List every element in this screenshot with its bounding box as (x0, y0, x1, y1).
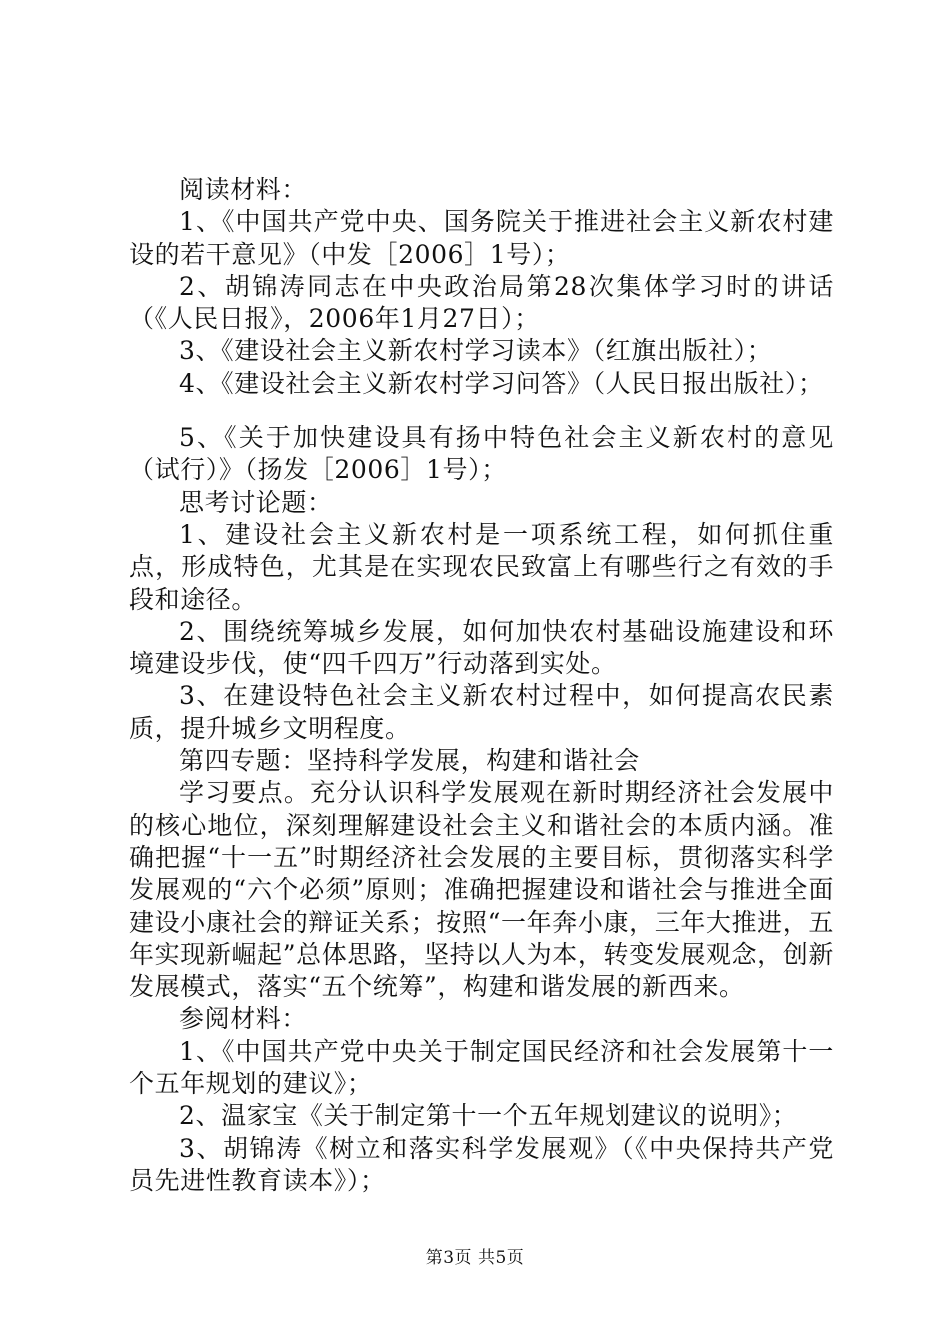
discussion-item-1: 1、建设社会主义新农村是一项系统工程，如何抓住重点，形成特色，尤其是在实现农民致富上有哪些行之有效的手段和途径。 (129, 519, 834, 614)
reference-item-1: 1、《中国共产党中央关于制定国民经济和社会发展第十一个五年规划的建议》； (129, 1036, 834, 1099)
document-body (129, 174, 834, 1197)
discussion-heading: 思考讨论题： (179, 487, 333, 517)
reading-item-3: 3、《建设社会主义新农村学习读本》（红旗出版社）； (179, 336, 773, 366)
reading-item-4: 4、《建设社会主义新农村学习问答》（人民日报出版社）； (179, 368, 824, 398)
reading-item-1: 1、《中国共产党中央、国务院关于推进社会主义新农村建设的若干意见》（中发［2006］1号）； (129, 207, 834, 269)
page-number-footer: 第3页 共5页 (425, 1248, 525, 1268)
reference-item-3: 3、胡锦涛《树立和落实科学发展观》（《中央保持共产党员先进性教育读本》）； (129, 1133, 834, 1195)
reading-materials-heading: 阅读材料： (179, 175, 308, 204)
reference-item-2: 2、温家宝《关于制定第十一个五年规划建议的说明》； (179, 1101, 798, 1131)
discussion-item-3: 3、在建设特色社会主义新农村过程中，如何提高农民素质，提升城乡文明程度。 (129, 681, 834, 743)
reference-materials-heading: 参阅材料： (179, 1004, 308, 1034)
discussion-item-2: 2、围绕统筹城乡发展，如何加快农村基础设施建设和环境建设步伐，使“四千四万”行动落到实处。 (129, 616, 834, 679)
reading-item-5: 5、《关于加快建设具有扬中特色社会主义新农村的意见（试行）》（扬发［2006］1号）； (129, 423, 834, 485)
reading-item-2: 2、胡锦涛同志在中央政治局第28次集体学习时的讲话（《人民日报》，2006年1月27日）； (129, 271, 834, 334)
topic-four-heading: 第四专题：坚持科学发展，构建和谐社会 (179, 746, 640, 776)
study-points: 学习要点。充分认识科学发展观在新时期经济社会发展中的核心地位，深刻理解建设社会主义和谐社会的本质内涵。准确把握“十一五”时期经济社会发展的主要目标，贯彻落实科学发展观的“六个必须”原则；准确把握建设和谐社会与推进全面建设小康社会的辩证关系；按照“一年奔小康，三年大推进，五年实现新崛起”总体思路，坚持以人为本，转变发展观念，创新发展模式，落实“五个统筹”，构建和谐发展的新西来。 (129, 778, 834, 1002)
